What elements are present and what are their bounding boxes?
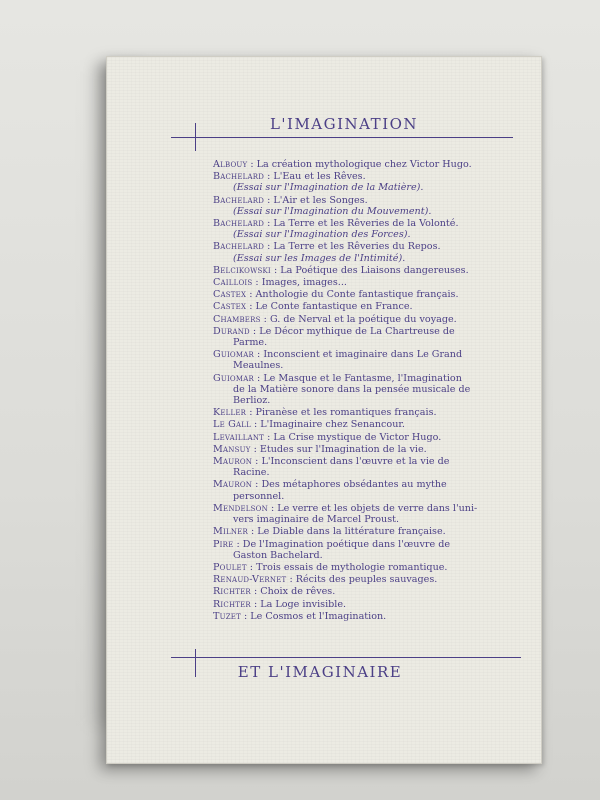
list-item: Richter : Choix de rêves. (213, 586, 336, 598)
list-item: Milner : Le Diable dans la littérature française. (213, 526, 446, 538)
list-item: Albouy : La création mythologique chez Victor Hugo. (213, 159, 472, 170)
list-item: Durand : Le Décor mythique de La Chartreuse de Parme. (213, 325, 455, 349)
list-item: Tuzet : Le Cosmos et l'Imagination. (213, 610, 387, 622)
list-item: Poulet : Trois essais de mythologie romantique. (213, 561, 448, 573)
list-item: Chambers : G. de Nerval et la poétique du voyage. (213, 313, 457, 325)
list-item: Renaud-Vernet : Récits des peuples sauvages. (213, 574, 438, 586)
list-item: Le Gall : L'Imaginaire chez Senancour. (213, 419, 405, 431)
list-item: Mansuy : Etudes sur l'Imagination de la vie. (213, 443, 427, 455)
series-title-bottom: ET L'IMAGINAIRE (237, 663, 403, 681)
top-rule (171, 137, 513, 138)
list-item: Pire : De l'Imagination poétique dans l'œuvre de Gaston Bachelard. (213, 538, 451, 561)
list-item: Richter : La Loge invisible. (213, 598, 347, 610)
list-item: Bachelard : La Terre et les Rêveries de la Volonté. (Essai sur l'Imagination des Forces). (213, 218, 459, 241)
list-item: Belcikowski : La Poétique des Liaisons dangereuses. (213, 264, 469, 276)
list-item: Bachelard : L'Eau et les Rêves. (Essai sur l'Imagination de la Matière). (213, 171, 424, 194)
list-item: Mendelson : Le verre et les objets de verre dans l'uni- vers imaginaire de Marcel Proust. (213, 502, 478, 526)
book-back-cover (106, 56, 542, 764)
title-list (213, 159, 493, 623)
series-title-top: L'IMAGINATION (269, 115, 419, 133)
list-item: Bachelard : L'Air et les Songes. (Essai sur l'Imagination du Mouvement). (213, 194, 432, 217)
list-item: Castex : Le Conte fantastique en France. (213, 301, 413, 313)
list-item: Caillois : Images, images... (213, 277, 347, 289)
bottom-rule (171, 657, 521, 658)
list-item: Guiomar : Le Masque et le Fantasme, l'Imagination de la Matière sonore dans la pensée musicale de Berlioz. (213, 372, 471, 407)
list-item: Castex : Anthologie du Conte fantastique français. (213, 289, 459, 301)
list-item: Bachelard : La Terre et les Rêveries du Repos. (Essai sur les Images de l'Intimité). (213, 241, 441, 264)
list-item: Mauron : Des métaphores obsédantes au mythe personnel. (213, 479, 447, 502)
list-item: Levaillant : La Crise mystique de Victor Hugo. (213, 431, 442, 443)
list-item: Keller : Piranèse et les romantiques français. (213, 407, 437, 419)
list-item: Mauron : L'Inconscient dans l'œuvre et la vie de Racine. (213, 456, 450, 479)
list-item: Guiomar : Inconscient et imaginaire dans Le Grand Meaulnes. (213, 349, 463, 372)
